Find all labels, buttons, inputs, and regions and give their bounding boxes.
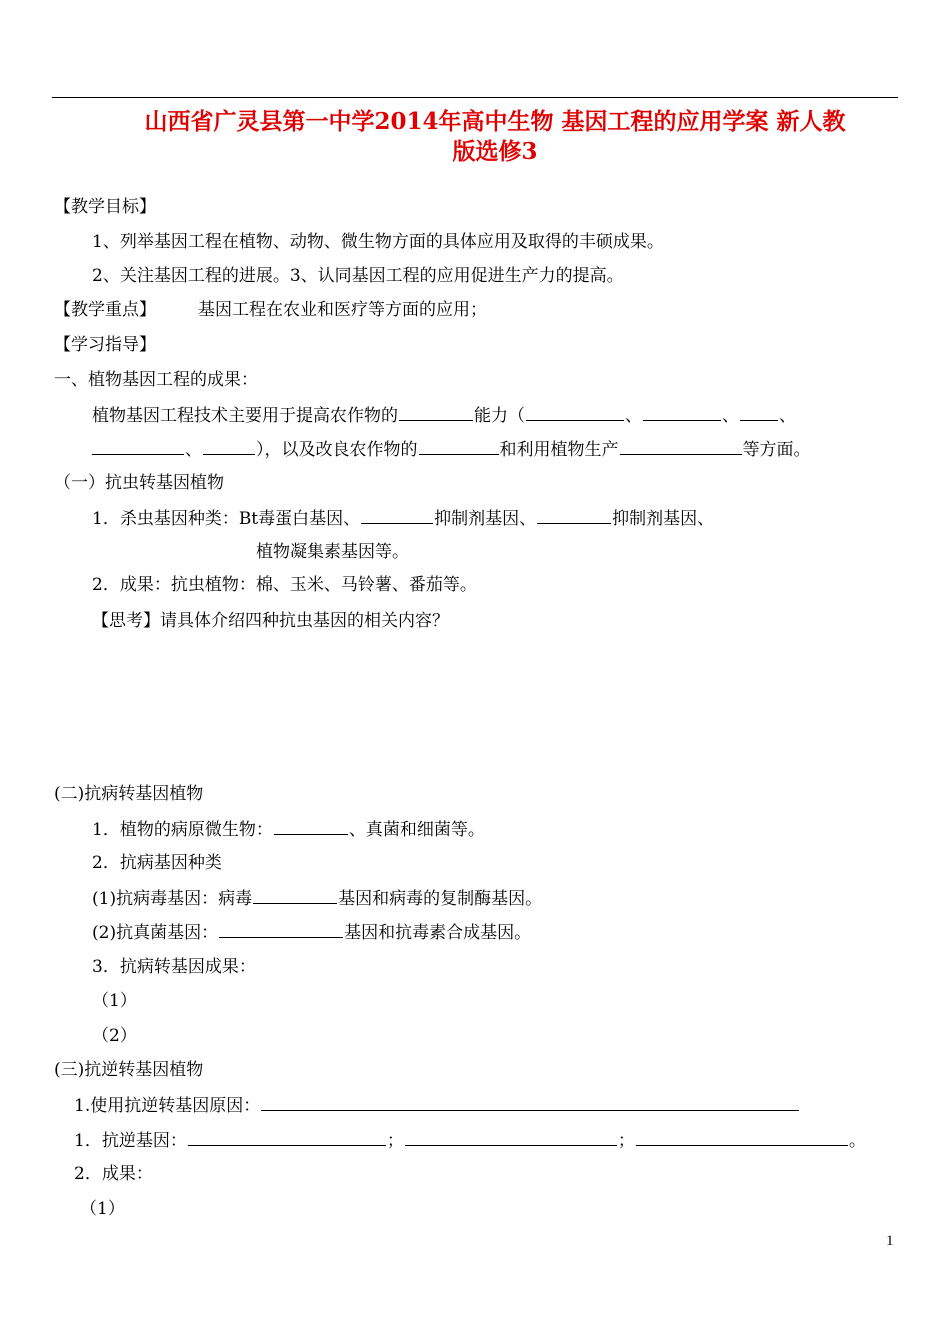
- sub2-item2-2a: (2)抗真菌基因：: [92, 923, 219, 943]
- separator: 、: [625, 406, 642, 426]
- blank: [419, 437, 499, 455]
- blank: [620, 437, 742, 455]
- sub1-item1-cont: 植物凝集素基因等。: [256, 542, 409, 562]
- doc-title-line2: 版选修3: [452, 138, 538, 165]
- sub1-item1-c: 抑制剂基因、: [612, 509, 715, 529]
- blank: [253, 886, 337, 904]
- sub1-think: 【思考】请具体介绍四种抗虫基因的相关内容？: [92, 611, 449, 631]
- sub1-heading: （一）抗虫转基因植物: [54, 473, 224, 493]
- part1-heading: 一、植物基因工程的成果：: [54, 370, 258, 390]
- sub2-result-1: （1）: [92, 991, 137, 1011]
- sub2-item2-2b: 基因和抗毒素合成基因。: [344, 923, 532, 943]
- blank: [188, 1128, 386, 1146]
- separator: 、: [779, 406, 796, 426]
- part1-line2: [92, 437, 811, 462]
- sub2-item1-a: 1．植物的病原微生物：: [92, 820, 273, 840]
- separator: 、: [722, 406, 739, 426]
- part1-line1: [92, 403, 796, 428]
- blank: [261, 1093, 799, 1111]
- sub1-item1: [92, 506, 714, 531]
- blank: [274, 817, 348, 835]
- part1-line2-a: ），以及改良农作物的: [256, 440, 418, 460]
- separator: 、: [185, 440, 202, 460]
- header-rule: [52, 97, 898, 98]
- sub2-item3: 3．抗病转基因成果：: [92, 957, 256, 977]
- period: 。: [848, 1131, 866, 1151]
- sub3-item2: [74, 1128, 866, 1153]
- doc-title-line1: 山西省广灵县第一中学2014年高中生物 基因工程的应用学案 新人教: [144, 108, 846, 135]
- sub2-item2-1b: 基因和病毒的复制酶基因。: [338, 889, 543, 909]
- sub2-item2: 2．抗病基因种类: [92, 853, 222, 873]
- blank: [399, 403, 473, 421]
- blank: [526, 403, 624, 421]
- sub2-item2-1a: (1)抗病毒基因：病毒: [92, 889, 253, 909]
- part1-line2-c: 等方面。: [742, 440, 811, 460]
- blank: [740, 403, 778, 421]
- blank: [405, 1128, 617, 1146]
- goals-item-2: 2、关注基因工程的进展。3、认同基因工程的应用促进生产力的提高。: [92, 266, 624, 286]
- part1-line1-b: 能力（: [474, 406, 525, 426]
- blank: [636, 1128, 848, 1146]
- sub1-item1-a: 1．杀虫基因种类：Bt毒蛋白基因、: [92, 509, 361, 529]
- sub2-item1: [92, 817, 485, 842]
- separator: ；: [386, 1131, 404, 1151]
- sub2-item2-1: [92, 886, 542, 911]
- page-number: 1: [886, 1233, 894, 1249]
- goals-heading: 【教学目标】: [54, 197, 156, 217]
- blank: [92, 437, 184, 455]
- sub2-item1-b: 、真菌和细菌等。: [348, 820, 485, 840]
- sub3-item1-label: 1.使用抗逆转基因原因：: [74, 1096, 261, 1116]
- blank: [361, 506, 433, 524]
- blank: [537, 506, 611, 524]
- sub3-item1: [74, 1093, 800, 1118]
- sub2-result-2: （2）: [92, 1026, 137, 1046]
- separator: ；: [617, 1131, 635, 1151]
- blank: [219, 920, 343, 938]
- sub2-heading: (二)抗病转基因植物: [54, 784, 204, 804]
- sub2-item2-2: [92, 920, 531, 945]
- part1-line1-a: 植物基因工程技术主要用于提高农作物的: [92, 406, 398, 426]
- sub3-result-1: （1）: [80, 1199, 125, 1219]
- focus-heading: 【教学重点】: [54, 300, 156, 320]
- goals-item-1: 1、列举基因工程在植物、动物、微生物方面的具体应用及取得的丰硕成果。: [92, 232, 664, 252]
- sub1-item2: 2．成果：抗虫植物：棉、玉米、马铃薯、番茄等。: [92, 575, 477, 595]
- sub3-item2-label: 1．抗逆基因：: [74, 1131, 187, 1151]
- sub3-item3: 2．成果：: [74, 1164, 153, 1184]
- guide-heading: 【学习指导】: [54, 335, 156, 355]
- sub1-item1-b: 抑制剂基因、: [434, 509, 537, 529]
- sub3-heading: (三)抗逆转基因植物: [54, 1060, 204, 1080]
- blank: [643, 403, 721, 421]
- blank: [203, 437, 255, 455]
- focus-text: 基因工程在农业和医疗等方面的应用；: [198, 300, 487, 320]
- part1-line2-b: 和利用植物生产: [499, 440, 619, 460]
